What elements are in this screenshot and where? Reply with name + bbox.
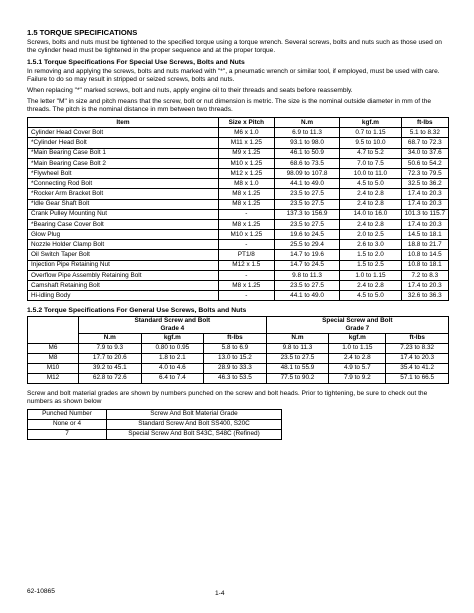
table-cell: 44.1 to 49.0	[274, 291, 340, 301]
table-cell: 0.7 to 1.15	[340, 128, 401, 138]
pneumatic-note: In removing and applying the screws, bolts and nuts marked with "*", a pneumatic wrench or similar tool, if employed, must be used with care. Failure to do so may result in stripped or seized screws, bolts and nuts.	[27, 68, 440, 83]
table-cell: 39.2 to 45.1	[79, 363, 142, 373]
table-row	[28, 373, 449, 383]
table-row	[28, 128, 449, 138]
table-row	[28, 199, 449, 209]
table-cell: 28.9 to 33.3	[204, 363, 267, 373]
table-row	[28, 219, 449, 229]
table-cell: *Rocker Arm Bracket Bolt	[28, 189, 219, 199]
table-cell: 4.5 to 5.0	[340, 179, 401, 189]
material-grade-table	[27, 409, 282, 440]
table-cell: *Main Bearing Case Bolt 1	[28, 148, 219, 158]
special-use-torque-table	[27, 117, 449, 301]
table-subheader-row	[28, 333, 449, 343]
subsection-title-2: 1.5.2 Torque Specifications For General Use Screws, Bolts and Nuts	[27, 307, 247, 315]
table-cell: Special Screw And Bolt S43C, S48C (Refined)	[107, 429, 282, 439]
table-cell: 68.7 to 72.3	[401, 138, 448, 148]
table-cell: 23.5 to 27.5	[274, 199, 340, 209]
document-page	[27, 28, 449, 440]
table-row	[28, 260, 449, 270]
table-header-row	[28, 409, 282, 419]
table-cell: M9 x 1.25	[218, 148, 274, 158]
table-cell: 14.0 to 16.0	[340, 209, 401, 219]
col-kgfm: kgf.m	[340, 118, 401, 128]
table-cell: 13.0 to 15.2	[204, 353, 267, 363]
col-punched-number: Punched Number	[28, 409, 107, 419]
table-cell: M12	[28, 373, 79, 383]
table-cell: *Flywheel Bolt	[28, 168, 219, 178]
table-cell: 2.4 to 2.8	[340, 219, 401, 229]
table-header-row	[28, 118, 449, 128]
table-cell: Nozzle Holder Clamp Bolt	[28, 240, 219, 250]
table-cell: 7.9 to 9.2	[329, 373, 386, 383]
special-grade-header: Special Screw and Bolt Grade 7	[266, 317, 448, 333]
table-cell: M12 x 1.25	[218, 168, 274, 178]
document-number: 62-10865	[27, 588, 55, 595]
table-cell: 2.4 to 2.8	[340, 281, 401, 291]
intro-paragraph: Screws, bolts and nuts must be tightened to the specified torque using a torque wrench. Several screws, bolts and nuts such as those used on the cylinder head must be tightened in the proper sequence and at the proper torque.	[27, 39, 442, 54]
table-row	[28, 240, 449, 250]
table-cell: 17.4 to 20.3	[401, 219, 448, 229]
table-cell: 2.4 to 2.8	[329, 353, 386, 363]
table-cell: M8	[28, 353, 79, 363]
table-cell: 101.3 to 115.7	[401, 209, 448, 219]
table-cell: 5.8 to 6.9	[204, 343, 267, 353]
table-cell: 9.5 to 10.0	[340, 138, 401, 148]
table-cell: -	[218, 291, 274, 301]
table-cell: 10.8 to 14.5	[401, 250, 448, 260]
table-cell: 17.4 to 20.3	[401, 199, 448, 209]
col-kgfm: kgf.m	[141, 333, 204, 343]
table-cell: Camshaft Retaining Bolt	[28, 281, 219, 291]
col-nm: N.m	[266, 333, 329, 343]
table-row	[28, 343, 449, 353]
table-cell: M8 x 1.25	[218, 219, 274, 229]
table-cell: 44.1 to 49.0	[274, 179, 340, 189]
table-cell: 50.6 to 54.2	[401, 158, 448, 168]
table-cell: 98.09 to 107.8	[274, 168, 340, 178]
table-cell: 7.2 to 8.3	[401, 270, 448, 280]
table-cell: 2.6 to 3.0	[340, 240, 401, 250]
table-cell: 1.8 to 2.1	[141, 353, 204, 363]
table-cell: 5.1 to 8.32	[401, 128, 448, 138]
table-cell: M6	[28, 343, 79, 353]
table-cell: 9.8 to 11.3	[266, 343, 329, 353]
table-cell: M11 x 1.25	[218, 138, 274, 148]
table-cell: 46.3 to 53.5	[204, 373, 267, 383]
table-cell: Glow Plug	[28, 230, 219, 240]
table-cell: 72.3 to 79.5	[401, 168, 448, 178]
table-row	[28, 363, 449, 373]
table-cell: Cylinder Head Cover Bolt	[28, 128, 219, 138]
table-cell: 4.0 to 4.6	[141, 363, 204, 373]
table-cell: 93.1 to 98.0	[274, 138, 340, 148]
table-cell: 14.7 to 24.5	[274, 260, 340, 270]
table-cell: M10 x 1.25	[218, 230, 274, 240]
table-cell: 1.5 to 2.0	[340, 250, 401, 260]
table-cell: 10.8 to 18.1	[401, 260, 448, 270]
table-cell: 137.3 to 156.9	[274, 209, 340, 219]
table-cell: Standard Screw And Bolt SS400, S20C	[107, 419, 282, 429]
table-row	[28, 230, 449, 240]
table-cell: *Cylinder Head Bolt	[28, 138, 219, 148]
table-row	[28, 270, 449, 280]
table-cell: 77.5 to 90.2	[266, 373, 329, 383]
table-cell: 17.4 to 20.3	[401, 281, 448, 291]
table-cell: 6.4 to 7.4	[141, 373, 204, 383]
table-cell: -	[218, 270, 274, 280]
table-cell: 48.1 to 55.9	[266, 363, 329, 373]
table-cell: 1.0 to 1.15	[340, 270, 401, 280]
col-nm: N.m	[274, 118, 340, 128]
table-row	[28, 158, 449, 168]
table-cell: 2.4 to 2.8	[340, 199, 401, 209]
table-cell: 32.6 to 36.3	[401, 291, 448, 301]
table-cell: 34.0 to 37.6	[401, 148, 448, 158]
table-cell: Crank Pulley Mounting Nut	[28, 209, 219, 219]
table-cell: 17.7 to 20.6	[79, 353, 142, 363]
col-nm: N.m	[79, 333, 142, 343]
table-row	[28, 419, 282, 429]
table-cell: Injection Pipe Retaining Nut	[28, 260, 219, 270]
table-cell: M8 x 1.0	[218, 179, 274, 189]
table-cell: 14.7 to 19.6	[274, 250, 340, 260]
table-row	[28, 281, 449, 291]
table-cell: 7.23 to 8.32	[386, 343, 449, 353]
table-cell: -	[218, 209, 274, 219]
table-row	[28, 209, 449, 219]
table-row	[28, 189, 449, 199]
table-cell: Overflow Pipe Assembly Retaining Bolt	[28, 270, 219, 280]
table-cell: M10 x 1.25	[218, 158, 274, 168]
table-cell: None or 4	[28, 419, 107, 429]
table-cell: Hi-idling Body	[28, 291, 219, 301]
table-cell: 0.80 to 0.95	[141, 343, 204, 353]
table-cell: 23.5 to 27.5	[274, 219, 340, 229]
table-cell: 1.5 to 2.5	[340, 260, 401, 270]
table-cell: 7.9 to 9.3	[79, 343, 142, 353]
table-cell: 18.8 to 21.7	[401, 240, 448, 250]
table-cell: 57.1 to 66.5	[386, 373, 449, 383]
table-cell: 2.4 to 2.8	[340, 189, 401, 199]
table-row	[28, 250, 449, 260]
col-ftlbs: ft-lbs	[401, 118, 448, 128]
col-ftlbs: ft-lbs	[386, 333, 449, 343]
table-cell: 17.4 to 20.3	[386, 353, 449, 363]
table-cell: 23.5 to 27.5	[274, 189, 340, 199]
table-cell: 4.9 to 5.7	[329, 363, 386, 373]
table-cell: *Main Bearing Case Bolt 2	[28, 158, 219, 168]
table-cell: 4.5 to 5.0	[340, 291, 401, 301]
col-ftlbs: ft-lbs	[204, 333, 267, 343]
table-row	[28, 353, 449, 363]
table-cell: 10.0 to 11.0	[340, 168, 401, 178]
page-number: 1-4	[215, 590, 225, 597]
table-row	[28, 168, 449, 178]
table-cell: 25.5 to 29.4	[274, 240, 340, 250]
table-cell: -	[218, 240, 274, 250]
metric-note: The letter "M" in size and pitch means that the screw, bolt or nut dimension is metric. The size is the nominal outside diameter in mm of the threads. The pitch is the nominal distance in mm between two threads.	[27, 98, 432, 113]
table-cell: 23.5 to 27.5	[266, 353, 329, 363]
table-cell: 7.0 to 7.5	[340, 158, 401, 168]
standard-grade-header: Standard Screw and Bolt Grade 4	[79, 317, 267, 333]
table-cell: M12 x 1.5	[218, 260, 274, 270]
table-cell: 19.6 to 24.5	[274, 230, 340, 240]
table-cell: 32.5 to 36.2	[401, 179, 448, 189]
section-title: 1.5 TORQUE SPECIFICATIONS	[27, 28, 138, 37]
engine-oil-note: When replacing "*" marked screws, bolt and nuts, apply engine oil to their threads and seats before reassembly.	[27, 87, 353, 94]
table-cell: 4.7 to 5.2	[340, 148, 401, 158]
subsection-title-1: 1.5.1 Torque Specifications For Special Use Screws, Bolts and Nuts	[27, 59, 245, 66]
col-size-pitch: Size x Pitch	[218, 118, 274, 128]
table-cell: 68.6 to 73.5	[274, 158, 340, 168]
table-cell: M6 x 1.0	[218, 128, 274, 138]
table-cell: 62.8 to 72.6	[79, 373, 142, 383]
table-cell: 1.0 to 1.15	[329, 343, 386, 353]
table-cell: 17.4 to 20.3	[401, 189, 448, 199]
table-cell: PT1/8	[218, 250, 274, 260]
col-item: Item	[28, 118, 219, 128]
table-cell: 7	[28, 429, 107, 439]
table-cell: *Bearing Case Cover Bolt	[28, 219, 219, 229]
col-material-grade: Screw And Bolt Material Grade	[107, 409, 282, 419]
table-cell: *Idle Gear Shaft Bolt	[28, 199, 219, 209]
table-row	[28, 138, 449, 148]
col-kgfm: kgf.m	[329, 333, 386, 343]
table-cell: M8 x 1.25	[218, 199, 274, 209]
table-cell: 23.5 to 27.5	[274, 281, 340, 291]
table-cell: 6.9 to 11.3	[274, 128, 340, 138]
table-cell: 2.0 to 2.5	[340, 230, 401, 240]
table-cell: *Connecting Rod Bolt	[28, 179, 219, 189]
table-cell: Oil Switch Taper Bolt	[28, 250, 219, 260]
table-row	[28, 291, 449, 301]
table-group-header-row	[28, 317, 449, 333]
general-use-torque-table	[27, 316, 449, 383]
table-cell: 35.4 to 41.2	[386, 363, 449, 373]
table-row	[28, 429, 282, 439]
table-cell: M8 x 1.25	[218, 189, 274, 199]
table-row	[28, 148, 449, 158]
table-row	[28, 179, 449, 189]
table-cell: 9.8 to 11.3	[274, 270, 340, 280]
table-cell: 46.1 to 50.9	[274, 148, 340, 158]
grade-note: Screw and bolt material grades are shown by numbers punched on the screw and bolt heads. Prior to tightening, be sure to check out the numbers as shown below	[27, 389, 428, 405]
table-cell: M10	[28, 363, 79, 373]
table-cell: 14.5 to 18.1	[401, 230, 448, 240]
table-cell: M8 x 1.25	[218, 281, 274, 291]
